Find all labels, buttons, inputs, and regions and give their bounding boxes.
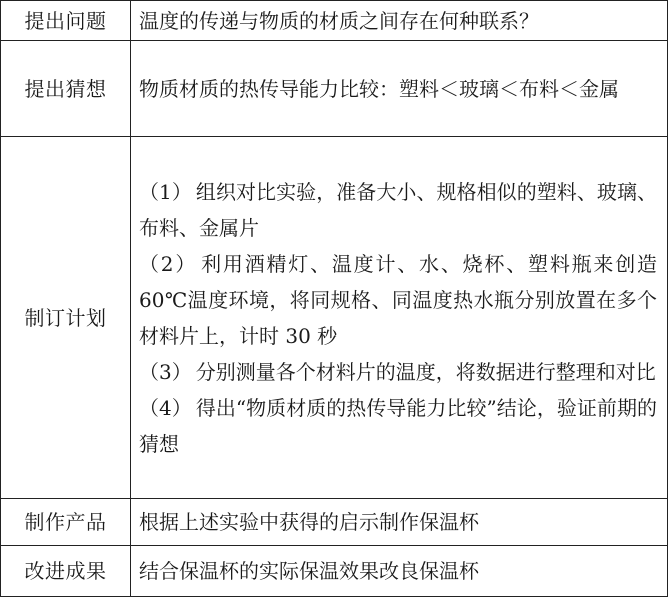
step-number: （1） bbox=[139, 179, 192, 204]
row-content: 物质材质的热传导能力比较：塑料＜玻璃＜布料＜金属 bbox=[131, 41, 668, 137]
table-row bbox=[1, 41, 668, 137]
table-row bbox=[1, 1, 668, 41]
row-label: 改进成果 bbox=[1, 546, 131, 597]
table-row bbox=[1, 499, 668, 546]
step-number: （3） bbox=[139, 359, 192, 384]
table-row bbox=[1, 546, 668, 597]
plan-step bbox=[139, 390, 657, 462]
plan-step bbox=[139, 174, 657, 246]
step-text: 组织对比实验，准备大小、规格相似的塑料、玻璃、布料、金属片 bbox=[139, 179, 658, 240]
row-content: 结合保温杯的实际保温效果改良保温杯 bbox=[131, 546, 668, 597]
step-number: （4） bbox=[139, 395, 192, 420]
row-label: 制订计划 bbox=[1, 137, 131, 499]
row-content: 根据上述实验中获得的启示制作保温杯 bbox=[131, 499, 668, 546]
row-content bbox=[131, 137, 668, 499]
step-text: 得出“物质材质的热传导能力比较”结论，验证前期的猜想 bbox=[139, 395, 657, 456]
plan-step bbox=[139, 246, 657, 354]
row-label: 提出猜想 bbox=[1, 41, 131, 137]
plan-step bbox=[139, 354, 657, 390]
step-text: 利用酒精灯、温度计、水、烧杯、塑料瓶来创造 60℃温度环境，将同规格、同温度热水瓶分别放置在多个材料片上，计时 30 秒 bbox=[139, 251, 657, 348]
row-label: 提出问题 bbox=[1, 1, 131, 41]
table-row bbox=[1, 137, 668, 499]
row-content: 温度的传递与物质的材质之间存在何种联系？ bbox=[131, 1, 668, 41]
row-label: 制作产品 bbox=[1, 499, 131, 546]
step-text: 分别测量各个材料片的温度，将数据进行整理和对比 bbox=[195, 359, 656, 384]
step-number: （2） bbox=[139, 251, 198, 276]
